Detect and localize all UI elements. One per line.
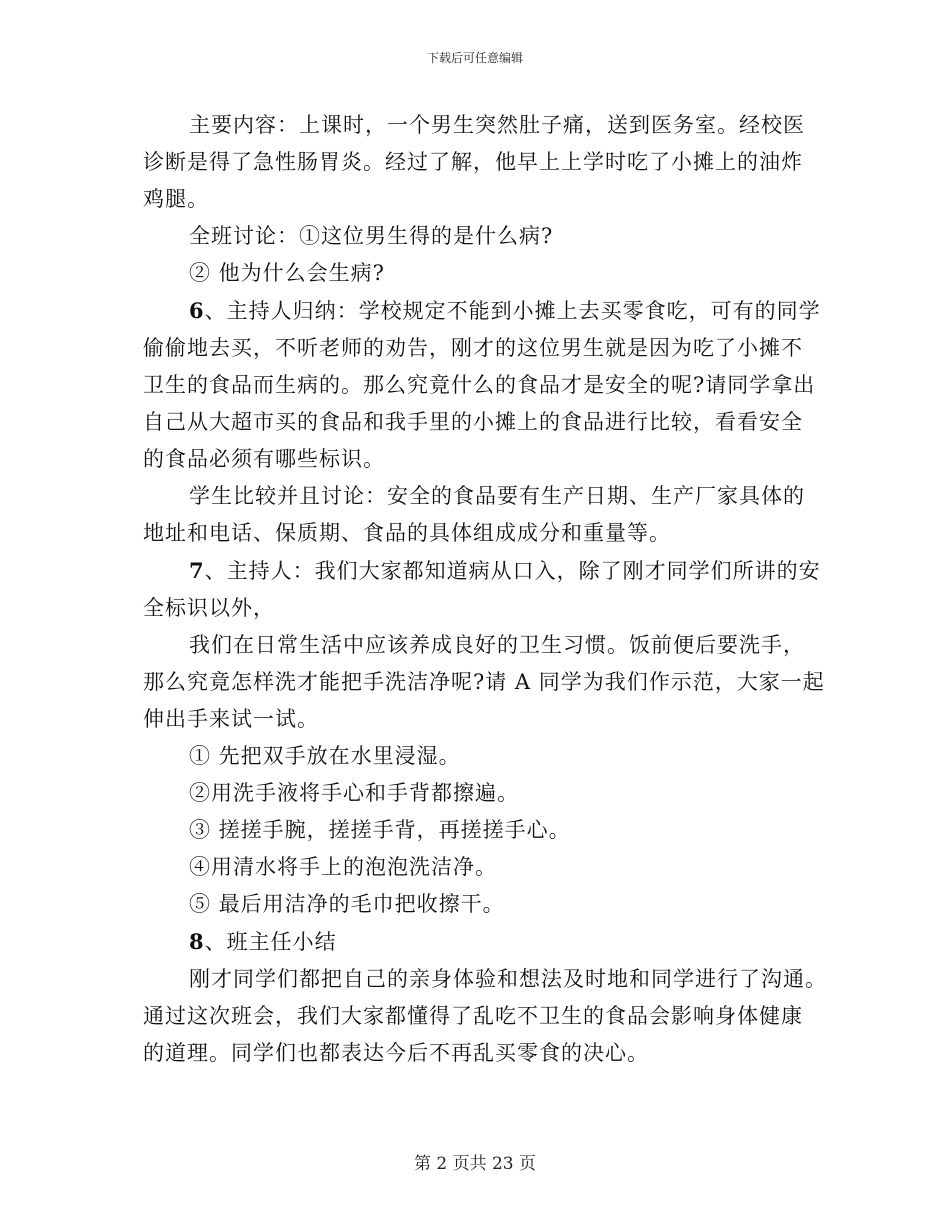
text-line [143, 218, 819, 255]
text-line [143, 255, 819, 292]
text-line [143, 1035, 819, 1072]
line-text: 鸡腿。 [143, 187, 209, 211]
text-line [143, 107, 819, 144]
text-line [143, 775, 819, 812]
section-number: 7 [189, 558, 205, 583]
line-text: 的食品必须有哪些标识。 [143, 447, 385, 471]
text-line [143, 701, 819, 738]
line-text: 自己从大超市买的食品和我手里的小摊上的食品进行比较，看看安全 [143, 410, 803, 434]
line-text: 主要内容：上课时，一个男生突然肚子痛，送到医务室。经校医 [189, 113, 805, 137]
line-text: ④用清水将手上的泡泡洗洁净。 [189, 855, 497, 879]
line-text: 、主持人归纳：学校规定不能到小摊上去买零食吃，可有的同学 [204, 299, 821, 323]
line-text: ②用洗手液将手心和手背都擦遍。 [189, 781, 519, 805]
text-line [143, 812, 819, 849]
line-text: 的道理。同学们也都表达今后不再乱买零食的决心。 [143, 1041, 649, 1065]
line-text: 那么究竟怎样洗才能把手洗洁净呢?请 A 同学为我们作示范，大家一起 [143, 670, 825, 694]
text-line [143, 515, 819, 552]
text-line [143, 552, 819, 590]
text-line [143, 441, 819, 478]
text-line [143, 664, 825, 701]
text-line [143, 886, 819, 923]
text-line [143, 404, 819, 441]
text-line [143, 292, 819, 330]
text-line [143, 590, 819, 627]
text-line [143, 330, 819, 367]
section-number: 8 [189, 929, 205, 954]
line-text: ① 先把双手放在水里浸湿。 [189, 744, 461, 768]
text-line [143, 144, 819, 181]
line-text: ③ 搓搓手腕，搓搓手背，再搓搓手心。 [189, 818, 571, 842]
line-text: 全班讨论：①这位男生得的是什么病? [189, 224, 554, 248]
text-line [143, 478, 819, 515]
page-number: 第 2 页共 23 页 [413, 1154, 537, 1174]
line-text: 刚才同学们都把自己的亲身体验和想法及时地和同学进行了沟通。 [189, 967, 827, 991]
line-text: ⑤ 最后用洁净的毛巾把收擦干。 [189, 892, 505, 916]
text-line [143, 961, 827, 998]
text-line [143, 367, 819, 404]
document-body [143, 107, 827, 1072]
line-text: 我们在日常生活中应该养成良好的卫生习惯。饭前便后要洗手， [189, 633, 805, 657]
line-text: 伸出手来试一试。 [143, 707, 319, 731]
line-text: 诊断是得了急性肠胃炎。经过了解，他早上上学时吃了小摊上的油炸 [143, 150, 803, 174]
text-line [143, 849, 819, 886]
line-text: 、班主任小结 [204, 930, 337, 954]
page-header: 下载后可任意编辑 [426, 51, 523, 65]
text-line [143, 998, 819, 1035]
line-text: 偷偷地去买，不听老师的劝告，刚才的这位男生就是因为吃了小摊不 [143, 336, 803, 360]
line-text: ② 他为什么会生病? [189, 261, 385, 285]
text-line [143, 738, 819, 775]
line-text: 卫生的食品而生病的。那么究竟什么的食品才是安全的呢?请同学拿出 [143, 373, 816, 397]
line-text: 通过这次班会，我们大家都懂得了乱吃不卫生的食品会影响身体健康 [143, 1004, 803, 1028]
line-text: 全标识以外， [143, 596, 275, 620]
line-text: 学生比较并且讨论：安全的食品要有生产日期、生产厂家具体的 [189, 484, 805, 508]
line-text: 、主持人：我们大家都知道病从口入，除了刚才同学们所讲的安 [204, 559, 821, 583]
text-line [143, 181, 819, 218]
text-line [143, 627, 819, 664]
section-number: 6 [189, 298, 205, 323]
line-text: 地址和电话、保质期、食品的具体组成成分和重量等。 [143, 521, 671, 545]
text-line [143, 923, 819, 961]
